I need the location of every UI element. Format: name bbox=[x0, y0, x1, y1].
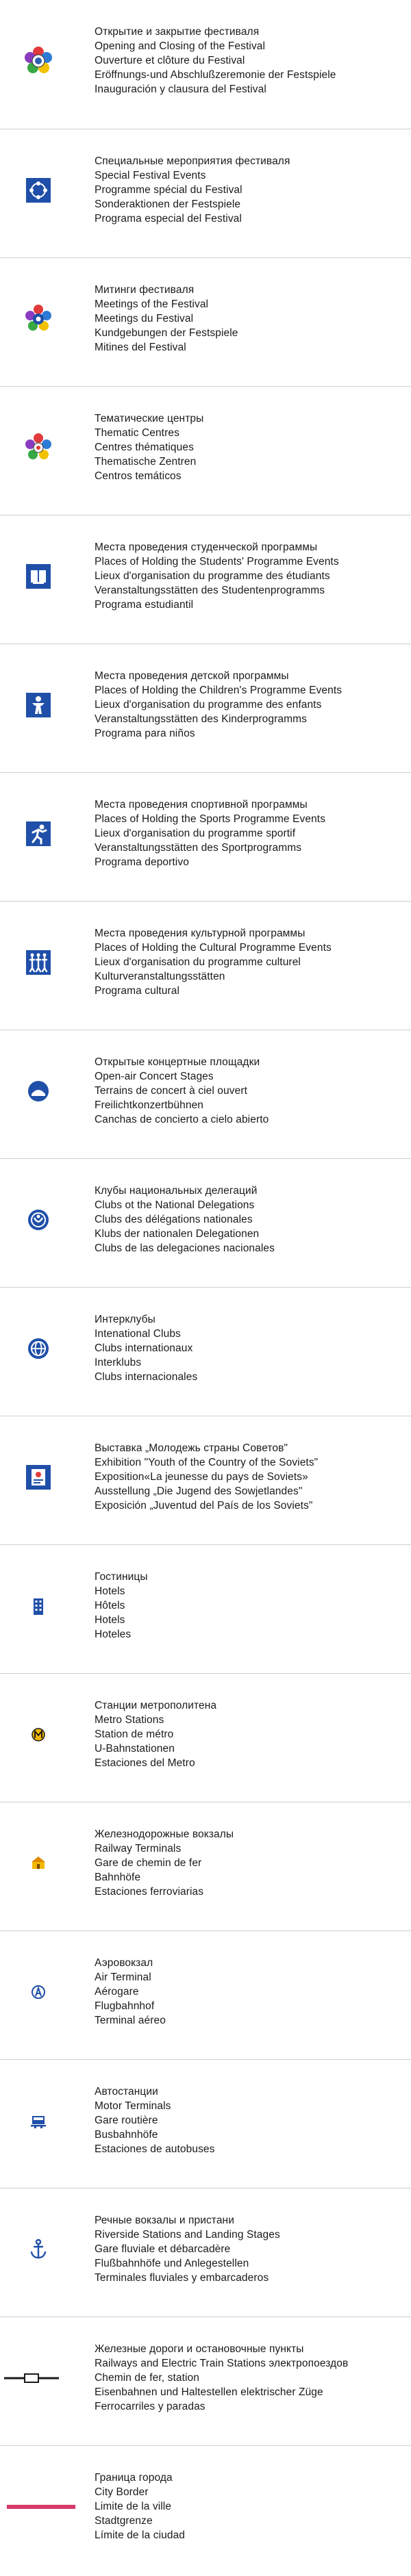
legend-label-line: Exposición „Juventud del País de los Soviets" bbox=[95, 1500, 313, 1512]
legend-label-line: Programa deportivo bbox=[95, 856, 189, 868]
legend-label-line: Аэровокзал bbox=[95, 1957, 153, 1969]
legend-label-line: Station de métro bbox=[95, 1729, 174, 1740]
legend-label-line: Klubs der nationalen Delegationen bbox=[95, 1228, 260, 1240]
legend-entry bbox=[0, 257, 411, 367]
legend-label-line: Lieux d'organisation du programme des étudiants bbox=[95, 570, 330, 582]
legend-entry bbox=[0, 129, 411, 238]
legend-label-line: Ausstellung „Die Jugend des Sowjetlandes" bbox=[95, 1485, 303, 1497]
legend-label-line: Busbahnhöfe bbox=[95, 2129, 158, 2141]
legend-label-line: Clubs ot the National Delegations bbox=[95, 1199, 255, 1211]
legend-label-line: Places of Holding the Sports Programme Events bbox=[95, 813, 326, 825]
legend-label-line: Límite de la ciudad bbox=[95, 2529, 186, 2541]
legend-label-line: Lieux d'organisation du programme culturel bbox=[95, 956, 301, 968]
exhibition-poster-icon bbox=[23, 1462, 53, 1492]
legend-entry-labels bbox=[95, 1312, 403, 1384]
legend-entry bbox=[0, 1802, 411, 1911]
legend-label-line: Centros temáticos bbox=[95, 470, 182, 482]
legend-label-line: Limite de la ville bbox=[95, 2501, 172, 2512]
legend-label-line: Тематические центры bbox=[95, 413, 204, 424]
legend-label-line: Open-air Concert Stages bbox=[95, 1071, 214, 1082]
legend-entry bbox=[0, 515, 411, 624]
legend-entry-labels bbox=[95, 154, 403, 226]
legend-entry bbox=[0, 1544, 411, 1654]
legend-label-line: Programa cultural bbox=[95, 985, 180, 997]
legend-label-line: Граница города bbox=[95, 2472, 173, 2484]
legend-label-line: Places of Holding the Students' Programme Events bbox=[95, 556, 339, 568]
legend-label-line: Гостиницы bbox=[95, 1571, 148, 1583]
legend-label-line: Автостанции bbox=[95, 2086, 158, 2097]
legend-label-line: Sonderaktionen der Festspiele bbox=[95, 199, 241, 210]
legend-label-line: Специальные мероприятия фестиваля bbox=[95, 155, 290, 167]
legend-label-line: Места проведения студенческой программы bbox=[95, 541, 318, 553]
legend-label-line: Выставка „Молодежь страны Советов" bbox=[95, 1442, 288, 1454]
legend-label-line: Canchas de concierto a cielo abierto bbox=[95, 1114, 269, 1125]
legend-label-line: Интерклубы bbox=[95, 1314, 155, 1325]
legend-entry-labels bbox=[95, 25, 403, 97]
legend-label-line: Exposition«La jeunesse du pays de Soviets» bbox=[95, 1471, 308, 1483]
legend-label-line: Clubs de las delegaciones nacionales bbox=[95, 1242, 275, 1254]
legend-label-line: Клубы национальных делегаций bbox=[95, 1185, 258, 1197]
legend-label-line: Mitines del Festival bbox=[95, 342, 186, 353]
legend-label-line: Air Terminal bbox=[95, 1972, 151, 1983]
legend-label-line: Chemin de fer, station bbox=[95, 2372, 199, 2384]
legend-label-line: Gare fluviale et débarcadère bbox=[95, 2243, 231, 2255]
children-programme-figure-icon bbox=[23, 690, 53, 720]
legend-label-line: Opening and Closing of the Festival bbox=[95, 40, 266, 52]
legend-entry-labels bbox=[95, 2471, 403, 2542]
anchor-pier-icon bbox=[23, 2234, 53, 2265]
legend-entry-labels bbox=[95, 411, 403, 483]
legend-label-line: Railways and Electric Train Stations электропоездов bbox=[95, 2358, 349, 2369]
festival-flower-emblem-icon bbox=[23, 46, 53, 76]
legend-label-line: Gare routière bbox=[95, 2115, 158, 2126]
legend-entry bbox=[0, 1673, 411, 1783]
sports-programme-runner-icon bbox=[23, 819, 53, 849]
legend-label-line: Railway Terminals bbox=[95, 1843, 182, 1854]
legend-label-line: Places of Holding the Cultural Programme Events bbox=[95, 942, 332, 954]
legend-label-line: Clubs des délégations nationales bbox=[95, 1214, 253, 1225]
legend-entry bbox=[0, 1158, 411, 1268]
legend-entry-labels bbox=[95, 669, 403, 741]
festival-emblem-rally-icon bbox=[23, 304, 53, 334]
legend-label-line: Lieux d'organisation du programme des enfants bbox=[95, 699, 322, 711]
legend-label-line: Kulturveranstaltungsstätten bbox=[95, 971, 225, 982]
legend-label-line: Meetings du Festival bbox=[95, 313, 194, 324]
open-air-stage-icon bbox=[23, 1076, 53, 1106]
legend-label-line: Gare de chemin de fer bbox=[95, 1857, 202, 1869]
legend-entry-labels bbox=[95, 926, 403, 998]
legend-entry-labels bbox=[95, 1570, 403, 1642]
legend-label-line: Veranstaltungsstätten des Kinderprogramms bbox=[95, 713, 307, 725]
legend-label-line: Stadtgrenze bbox=[95, 2515, 153, 2527]
legend-entry bbox=[0, 2059, 411, 2169]
legend-label-line: Inauguración y clausura del Festival bbox=[95, 84, 266, 95]
legend-label-line: Centres thématiques bbox=[95, 442, 194, 453]
legend-entry bbox=[0, 901, 411, 1010]
cultural-programme-dancers-icon bbox=[23, 947, 53, 978]
legend-label-line: U-Bahnstationen bbox=[95, 1743, 175, 1755]
legend-label-line: Железнодорожные вокзалы bbox=[95, 1828, 234, 1840]
city-border-line-icon bbox=[0, 2492, 82, 2522]
legend-label-line: Freilichtkonzertbühnen bbox=[95, 1099, 204, 1111]
legend-label-line: Eisenbahnen und Haltestellen elektrischer Züge bbox=[95, 2386, 323, 2398]
legend-entry bbox=[0, 1287, 411, 1397]
legend-entry bbox=[0, 1030, 411, 1139]
metro-m-icon bbox=[23, 1720, 53, 1750]
legend-label-line: Thematische Zentren bbox=[95, 456, 197, 468]
legend-label-line: Special Festival Events bbox=[95, 170, 206, 181]
air-terminal-a-icon bbox=[23, 1977, 53, 2007]
legend-label-line: Programme spécial du Festival bbox=[95, 184, 242, 196]
student-programme-book-icon bbox=[23, 561, 53, 591]
legend-label-line: Kundgebungen der Festspiele bbox=[95, 327, 238, 339]
legend-label-line: Flugbahnhof bbox=[95, 2000, 155, 2012]
legend-label-line: Ferrocarriles y paradas bbox=[95, 2401, 206, 2412]
legend-label-line: Hotels bbox=[95, 1585, 125, 1597]
legend-entry-labels bbox=[95, 1055, 403, 1127]
legend-entry-labels bbox=[95, 2213, 403, 2285]
legend-label-line: Meetings of the Festival bbox=[95, 298, 209, 310]
legend-label-line: Terminales fluviales y embarcaderos bbox=[95, 2272, 269, 2284]
legend-label-line: Hôtels bbox=[95, 1600, 125, 1611]
legend-label-line: Открытые концертные площадки bbox=[95, 1056, 260, 1068]
legend-entry bbox=[0, 386, 411, 496]
legend-label-line: Места проведения культурной программы bbox=[95, 928, 306, 939]
legend-label-line: Железные дороги и остановочные пункты bbox=[95, 2343, 304, 2355]
legend-label-line: Estaciones de autobuses bbox=[95, 2143, 215, 2155]
legend-label-line: Ouverture et clôture du Festival bbox=[95, 55, 245, 66]
globe-interclub-icon bbox=[23, 1334, 53, 1364]
legend-label-line: Открытие и закрытие фестиваля bbox=[95, 26, 260, 38]
legend-label-line: Места проведения спортивной программы bbox=[95, 799, 308, 811]
legend-label-line: Clubs internationaux bbox=[95, 1342, 193, 1354]
legend-entry-labels bbox=[95, 1441, 403, 1513]
legend-label-line: Intenational Clubs bbox=[95, 1328, 181, 1340]
legend-label-line: Hoteles bbox=[95, 1629, 132, 1640]
legend-label-line: Bahnhöfe bbox=[95, 1872, 141, 1883]
legend-entry-labels bbox=[95, 2084, 403, 2156]
legend-label-line: Estaciones ferroviarias bbox=[95, 1886, 204, 1898]
legend-label-line: Estaciones del Metro bbox=[95, 1757, 195, 1769]
legend-entry-labels bbox=[95, 540, 403, 612]
legend-label-line: Interklubs bbox=[95, 1357, 142, 1368]
legend-entry bbox=[0, 2317, 411, 2426]
legend-label-line: Lieux d'organisation du programme sportif bbox=[95, 828, 296, 839]
legend-label-line: Места проведения детской программы bbox=[95, 670, 289, 682]
national-delegations-emblem-icon bbox=[23, 1205, 53, 1235]
legend-label-line: Veranstaltungsstätten des Sportprogramms bbox=[95, 842, 302, 854]
legend-label-line: Metro Stations bbox=[95, 1714, 164, 1726]
legend-entry bbox=[0, 2188, 411, 2297]
legend-label-line: Митинги фестиваля bbox=[95, 284, 195, 296]
legend-entry-labels bbox=[95, 1956, 403, 2028]
legend-label-line: Aérogare bbox=[95, 1986, 139, 1998]
festival-emblem-flower-icon bbox=[23, 433, 53, 463]
legend-entry-labels bbox=[95, 283, 403, 355]
legend-label-line: Flußbahnhöfe und Anlegestellen bbox=[95, 2258, 249, 2269]
legend-entry bbox=[0, 772, 411, 882]
legend-label-line: Terrains de concert à ciel ouvert bbox=[95, 1085, 247, 1097]
legend-label-line: Places of Holding the Children's Programme Events bbox=[95, 685, 342, 696]
legend-label-line: Речные вокзалы и пристани bbox=[95, 2215, 234, 2226]
legend-label-line: Hotels bbox=[95, 1614, 125, 1626]
legend-entry bbox=[0, 643, 411, 753]
legend-entry-labels bbox=[95, 2342, 403, 2414]
legend-label-line: Exhibition "Youth of the Country of the Soviets" bbox=[95, 1457, 319, 1468]
legend-label-line: Programa para niños bbox=[95, 728, 195, 739]
bus-terminal-icon bbox=[23, 2106, 53, 2136]
legend-entry bbox=[0, 2445, 411, 2555]
legend-label-line: Eröffnungs-und Abschlußzeremonie der Festspiele bbox=[95, 69, 336, 81]
legend-label-line: Terminal aéreo bbox=[95, 2015, 166, 2026]
railway-line-icon bbox=[4, 2363, 59, 2393]
legend-label-line: Станции метрополитена bbox=[95, 1700, 217, 1711]
legend-entry bbox=[0, 0, 411, 110]
legend-entry-labels bbox=[95, 1184, 403, 1255]
legend-label-line: Thematic Centres bbox=[95, 427, 179, 439]
special-events-square-icon bbox=[23, 175, 53, 205]
legend-entry bbox=[0, 1930, 411, 2040]
legend-label-line: Programa estudiantil bbox=[95, 599, 194, 611]
hotel-building-icon bbox=[23, 1591, 53, 1621]
legend-label-line: Veranstaltungsstätten des Studentenprogramms bbox=[95, 585, 325, 596]
legend-label-line: City Border bbox=[95, 2486, 149, 2498]
legend-entry-labels bbox=[95, 1698, 403, 1770]
legend-entry-labels bbox=[95, 1827, 403, 1899]
railway-terminal-icon bbox=[23, 1848, 53, 1878]
legend-entry bbox=[0, 1416, 411, 1525]
legend-label-line: Clubs internacionales bbox=[95, 1371, 198, 1383]
legend-label-line: Motor Terminals bbox=[95, 2100, 171, 2112]
legend-label-line: Riverside Stations and Landing Stages bbox=[95, 2229, 280, 2241]
legend-label-line: Programa especial del Festival bbox=[95, 213, 242, 225]
legend-entry-labels bbox=[95, 798, 403, 869]
